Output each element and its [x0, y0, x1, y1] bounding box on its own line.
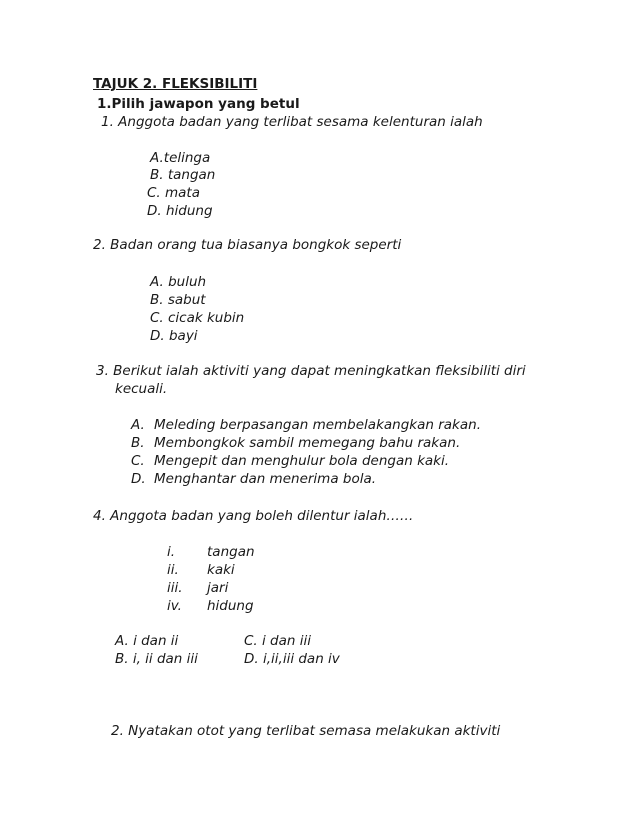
question-3-line-2: kecuali. — [115, 381, 168, 397]
q2-option-a: A. buluh — [150, 274, 207, 290]
q4-item-1-text: tangan — [207, 544, 255, 560]
question-2: 2. Badan orang tua biasanya bongkok seperti — [93, 237, 402, 253]
q4-answer-b: B. i, ii dan iii — [115, 651, 198, 667]
q3-option-d-letter: D. — [131, 471, 146, 487]
q3-option-a-letter: A. — [131, 417, 145, 433]
question-4: 4. Anggota badan yang boleh dilentur ialah…… — [93, 508, 414, 524]
q4-answer-d: D. i,ii,iii dan iv — [244, 651, 340, 667]
instruction: 1.Pilih jawapon yang betul — [97, 96, 300, 112]
q4-answer-c: C. i dan iii — [244, 633, 311, 649]
q4-item-4-num: iv. — [167, 598, 182, 614]
q4-item-1-num: i. — [167, 544, 176, 560]
question-1: 1. Anggota badan yang terlibat sesama kelenturan ialah — [101, 114, 483, 130]
q2-option-d: D. bayi — [150, 328, 198, 344]
q4-answer-a: A. i dan ii — [115, 633, 179, 649]
q4-item-3-num: iii. — [167, 580, 183, 596]
q3-option-b-text: Membongkok sambil memegang bahu rakan. — [154, 435, 461, 451]
q3-option-c-text: Mengepit dan menghulur bola dengan kaki. — [154, 453, 450, 469]
q1-option-c: C. mata — [147, 185, 200, 201]
q3-option-c-letter: C. — [131, 453, 145, 469]
q4-item-4-text: hidung — [207, 598, 254, 614]
q1-option-d: D. hidung — [147, 203, 213, 219]
q3-option-a-text: Meleding berpasangan membelakangkan rakan. — [154, 417, 481, 433]
q4-item-2-num: ii. — [167, 562, 179, 578]
q3-option-b-letter: B. — [131, 435, 145, 451]
q4-item-2-text: kaki — [207, 562, 235, 578]
q4-item-3-text: jari — [207, 580, 229, 596]
q3-option-d-text: Menghantar dan menerima bola. — [154, 471, 377, 487]
q1-option-a: A.telinga — [150, 150, 211, 166]
page-title: TAJUK 2. FLEKSIBILITI — [93, 76, 258, 92]
question-3-line-1: 3. Berikut ialah aktiviti yang dapat meningkatkan fleksibiliti diri — [96, 363, 526, 379]
section-2-question: 2. Nyatakan otot yang terlibat semasa melakukan aktiviti — [111, 723, 501, 739]
q2-option-c: C. cicak kubin — [150, 310, 245, 326]
q2-option-b: B. sabut — [150, 292, 206, 308]
q1-option-b: B. tangan — [150, 167, 216, 183]
